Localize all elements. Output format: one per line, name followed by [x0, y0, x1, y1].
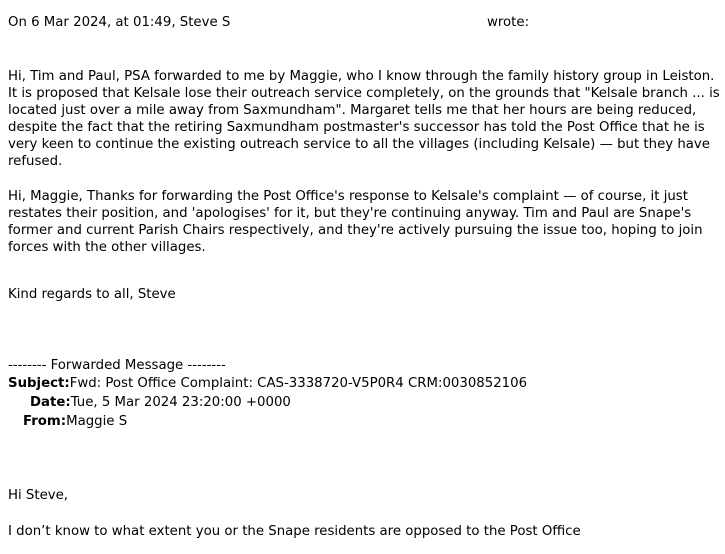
forwarded-subject-row: [8, 375, 527, 393]
forwarded-date-value: Tue, 5 Mar 2024 23:20:00 +0000: [70, 395, 291, 410]
reply-header: [8, 14, 720, 32]
forwarded-subject-label: Subject:: [8, 376, 70, 391]
message-paragraph-2: Hi, Maggie, Thanks for forwarding the Post Office's response to Kelsale's complaint — of course, it just restates their position, and 'apologises' for it, but they're continuing anyway. Tim and Paul are Snape's former and current Parish Chairs respectively, and they're actively pursuing the issue too, hoping to join forces with the other villages.: [8, 189, 703, 256]
forwarded-date-label: Date:: [30, 395, 71, 410]
forwarded-message-separator: -------- Forwarded Message --------: [8, 358, 226, 373]
forwarded-body-line: I don’t know to what extent you or the Snape residents are opposed to the Post Office: [8, 524, 581, 539]
forwarded-date-row: [30, 394, 291, 412]
message-paragraph-1: Hi, Tim and Paul, PSA forwarded to me by Maggie, who I know through the family history group in Leiston. It is proposed that Kelsale lose their outreach service completely, on the grounds that "Kelsale branch ... is located just over a mile away from Saxmundham". Margaret tells me that her hours are being reduced, despite the fact that the retiring Saxmundham postmaster's successor has told the Post Office that he is very keen to continue the existing outreach service to all the villages (including Kelsale) — but they have refused.: [8, 69, 720, 170]
message-sign-off: Kind regards to all, Steve: [8, 287, 176, 302]
forwarded-from-value: Maggie S: [66, 414, 128, 429]
forwarded-subject-value: Fwd: Post Office Complaint: CAS-3338720-V5P0R4 CRM:0030852106: [69, 376, 528, 391]
forwarded-greeting: Hi Steve,: [8, 488, 69, 503]
forwarded-from-row: [23, 413, 127, 431]
reply-header-wrote: wrote:: [487, 15, 530, 30]
reply-header-intro: On 6 Mar 2024, at 01:49, Steve S: [8, 15, 231, 30]
forwarded-from-label: From:: [23, 414, 67, 429]
